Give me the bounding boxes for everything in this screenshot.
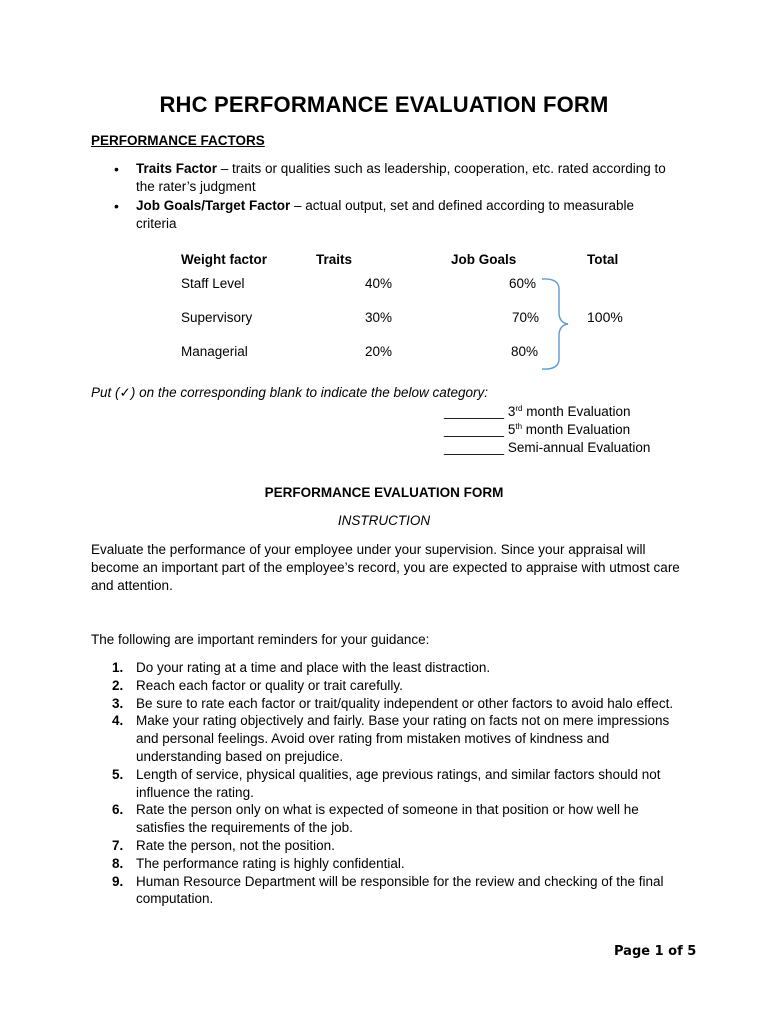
weight-header-total: Total — [587, 252, 619, 267]
weight-header-traits: Traits — [316, 252, 353, 267]
bullet-term: Job Goals/Target Factor — [136, 198, 291, 213]
bullet-text: – traits or qualities such as leadership, cooperation, etc. rated according to the rater’s judgment — [136, 161, 666, 194]
bullet-text: – actual output, set and defined according to measurable criteria — [136, 198, 635, 231]
weight-row-goals: 70% — [512, 310, 540, 325]
list-item: 8. The performance rating is highly confidential. — [112, 855, 405, 871]
page-number: Page 1 of 5 — [614, 944, 697, 959]
check-mark-icon: ✓ — [119, 385, 131, 400]
instruction-prefix: Put ( — [91, 385, 120, 400]
factor-bullet-job-goals — [112, 197, 672, 233]
list-item: 3. Be sure to rate each factor or trait/quality independent or other factors to avoid halo effect. — [112, 695, 674, 711]
category-option-5th-month: ________ 5th month Evaluation — [444, 422, 631, 437]
weight-header-goals: Job Goals — [451, 252, 517, 267]
weight-row-traits: 30% — [365, 310, 393, 325]
list-item: 6. Rate the person only on what is expected of someone in that position or how well he satisfies the requirements of the job. — [112, 802, 639, 836]
list-item: 9. Human Resource Department will be responsible for the review and checking of the final computation. — [112, 873, 664, 907]
list-item: 2. Reach each factor or quality or trait carefully. — [112, 677, 403, 693]
weight-row-level: Staff Level — [181, 276, 245, 291]
reminders-intro: The following are important reminders for your guidance: — [91, 632, 430, 647]
category-blank[interactable]: ________ — [444, 440, 505, 455]
weight-total-value: 100% — [587, 309, 623, 325]
category-option-3rd-month: ________ 3rd month Evaluation — [444, 404, 631, 419]
page-title: RHC PERFORMANCE EVALUATION FORM — [159, 92, 609, 117]
right-brace-icon — [540, 276, 584, 372]
weight-row-goals: 80% — [511, 344, 539, 359]
category-blank[interactable]: ________ — [444, 404, 505, 419]
weight-row-level: Managerial — [181, 344, 248, 359]
performance-factors-heading: PERFORMANCE FACTORS — [91, 133, 265, 148]
weight-header-factor: Weight factor — [181, 252, 268, 267]
category-blank[interactable]: ________ — [444, 422, 505, 437]
weight-row-traits: 40% — [365, 276, 393, 291]
bullet-term: Traits Factor — [136, 161, 218, 176]
weight-row-level: Supervisory — [181, 310, 253, 325]
list-item: 7. Rate the person, not the position. — [112, 837, 335, 853]
instruction-subheading: INSTRUCTION — [337, 513, 431, 528]
weight-row-traits: 20% — [365, 344, 393, 359]
instruction-paragraph: Evaluate the performance of your employee under your supervision. Since your appraisal will become an important part of the employee’s record, you are expected to appraise with utmost care and attention. — [91, 542, 680, 593]
list-item: 1. Do your rating at a time and place with the least distraction. — [112, 660, 491, 675]
evaluation-form-heading: PERFORMANCE EVALUATION FORM — [264, 485, 504, 500]
factor-bullet-list — [112, 160, 672, 234]
weight-row-goals: 60% — [509, 276, 537, 291]
instruction-suffix: ) on the corresponding blank to indicate the below category: — [130, 385, 489, 400]
reminders-list — [112, 659, 682, 908]
list-item: 5. Length of service, physical qualities, age previous ratings, and similar factors should not influence the rating. — [112, 766, 661, 800]
factor-bullet-traits — [112, 160, 672, 196]
category-option-semi-annual: ________ Semi-annual Evaluation — [444, 440, 651, 455]
category-instruction — [91, 385, 488, 401]
list-item: 4. Make your rating objectively and fairly. Base your rating on facts not on mere impressions and personal feelings. Avoid over rating from mistaken motives of kindness and understanding based on prejudice. — [112, 713, 670, 764]
